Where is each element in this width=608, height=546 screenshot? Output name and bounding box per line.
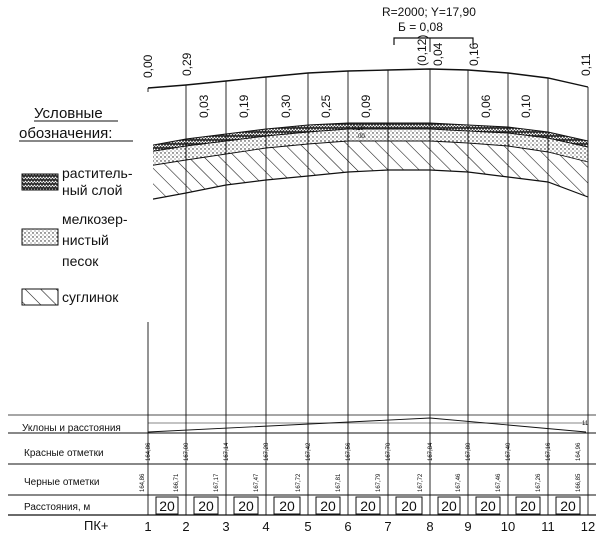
depth-label-secondary: 0,04 [431, 42, 445, 66]
black-mark: 167,46 [456, 473, 462, 492]
distance-value: 20 [320, 498, 336, 514]
legend [8, 92, 153, 322]
row-label-distances: Расстояния, м [24, 502, 91, 513]
slope-line [148, 418, 586, 432]
depth-label: 0,29 [180, 52, 194, 76]
red-mark: 167,80 [466, 442, 472, 461]
red-mark: 167,84 [428, 442, 434, 461]
depth-label: 0,11 [579, 53, 593, 76]
layer-mark-upper: 0,19 [352, 126, 364, 132]
black-mark: 164,86 [140, 473, 146, 492]
black-mark: 167,81 [336, 473, 342, 492]
slope-end-value: 11 [582, 421, 589, 427]
depth-label: 0,25 [319, 94, 333, 118]
distance-value: 20 [238, 498, 254, 514]
depth-label: 0,30 [279, 94, 293, 118]
red-mark: 167,42 [306, 442, 312, 461]
design-grade-line [148, 69, 588, 88]
depth-label: 0,03 [197, 94, 211, 118]
legend-topsoil-line1: раститель- [62, 165, 133, 181]
red-mark: 167,16 [546, 442, 552, 461]
depth-label: 0,16 [467, 42, 481, 66]
depth-label: 0,19 [237, 94, 251, 118]
picket-number: 5 [304, 519, 312, 534]
row-label-red-marks: Красные отметки [24, 448, 104, 459]
distance-value: 20 [279, 498, 295, 514]
depth-label: (0,12) [415, 34, 429, 66]
black-mark: 166,85 [576, 473, 582, 492]
curve-b-label: Б = 0,08 [398, 20, 443, 34]
legend-swatch-loam [22, 289, 58, 305]
layer-mark-lower: 00 [358, 134, 365, 140]
picket-number: 7 [384, 519, 392, 534]
legend-swatch-fine-sand [22, 229, 58, 245]
black-mark: 167,72 [296, 473, 302, 492]
red-mark: 167,00 [184, 442, 190, 461]
distance-value: 20 [480, 498, 496, 514]
picket-number: 8 [426, 519, 434, 534]
red-mark: 167,28 [264, 442, 270, 461]
depth-label: 0,06 [479, 94, 493, 118]
legend-swatch-topsoil [22, 174, 58, 190]
black-mark: 167,47 [254, 473, 260, 492]
black-mark: 167,79 [376, 473, 382, 492]
red-mark: 167,70 [386, 442, 392, 461]
legend-title-line2: обозначения: [19, 125, 113, 142]
depth-label: 0,00 [141, 54, 155, 78]
legend-sand-line1: мелкозер- [62, 211, 128, 227]
red-mark: 164,86 [146, 442, 152, 461]
picket-number: 6 [344, 519, 352, 534]
legend-title-line1: Условные [34, 105, 103, 122]
black-mark: 166,71 [174, 473, 180, 492]
distance-value: 20 [159, 498, 175, 514]
red-mark: 164,96 [576, 442, 582, 461]
picket-number: 11 [541, 519, 555, 534]
curve-radius-label: R=2000; Y=17,90 [382, 5, 476, 19]
depth-labels [141, 35, 593, 118]
distance-value: 20 [441, 498, 457, 514]
black-mark: 167,17 [214, 473, 220, 492]
table-cells [140, 442, 595, 534]
red-mark: 167,40 [506, 442, 512, 461]
picket-number: 3 [222, 519, 230, 534]
picket-number: 12 [580, 519, 596, 534]
row-label-pk: ПК+ [84, 518, 109, 533]
picket-number: 4 [262, 519, 270, 534]
row-label-black-marks: Черные отметки [24, 477, 100, 488]
row-label-slopes: Уклоны и расстояния [22, 423, 121, 434]
picket-number: 9 [464, 519, 472, 534]
picket-number: 10 [500, 519, 516, 534]
distance-value: 20 [198, 498, 214, 514]
black-mark: 167,72 [418, 473, 424, 492]
red-mark: 167,14 [224, 442, 230, 461]
legend-loam-label: суглинок [62, 289, 119, 305]
picket-number: 2 [182, 519, 190, 534]
red-mark: 167,56 [346, 442, 352, 461]
legend-topsoil-line2: ный слой [62, 182, 123, 198]
black-mark: 167,46 [496, 473, 502, 492]
distance-value: 20 [520, 498, 536, 514]
depth-label: 0,09 [359, 94, 373, 118]
legend-sand-line3: песок [62, 253, 99, 269]
distance-value: 20 [360, 498, 376, 514]
depth-label: 0,10 [519, 94, 533, 118]
black-mark: 167,26 [536, 473, 542, 492]
legend-sand-line2: нистый [62, 232, 109, 248]
distance-value: 20 [401, 498, 417, 514]
distance-value: 20 [560, 498, 576, 514]
picket-number: 1 [144, 519, 152, 534]
